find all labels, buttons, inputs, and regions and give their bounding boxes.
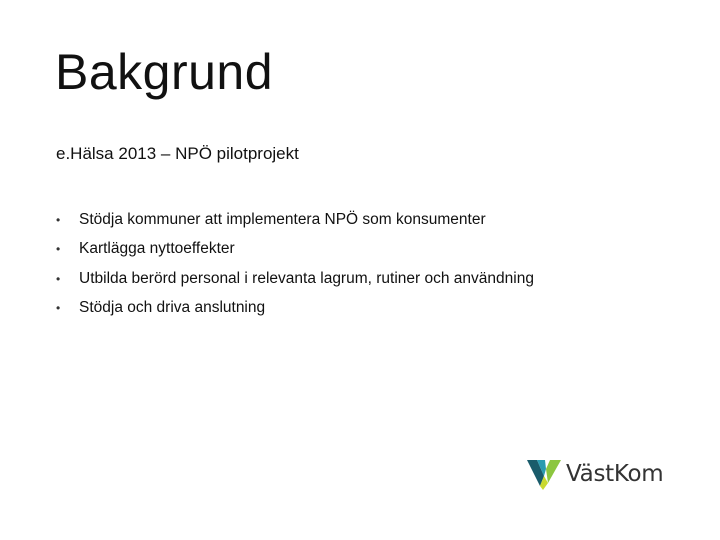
bullet-item [56,235,534,265]
bullet-text: Stödja kommuner att implementera NPÖ som konsumenter [79,210,486,228]
bullet-text: Utbilda berörd personal i relevanta lagrum, rutiner och användning [79,269,534,287]
slide-title: Bakgrund [55,44,274,100]
vastkom-logo [526,456,663,492]
slide-subtitle: e.Hälsa 2013 – NPÖ pilotprojekt [56,144,299,163]
bullet-icon: • [56,242,61,257]
bullet-text: Stödja och driva anslutning [79,299,266,317]
bullet-item [56,205,534,235]
bullet-icon: • [56,212,61,227]
bullet-item [56,264,534,294]
bullet-icon: • [56,301,61,316]
logo-wordmark: VästKom [566,461,664,487]
bullet-text: Kartlägga nyttoeffekter [79,240,235,258]
bullet-icon: • [56,271,61,286]
vastkom-chevron-logo-icon [526,456,562,492]
bullet-list [56,205,534,323]
bullet-item [56,294,534,324]
